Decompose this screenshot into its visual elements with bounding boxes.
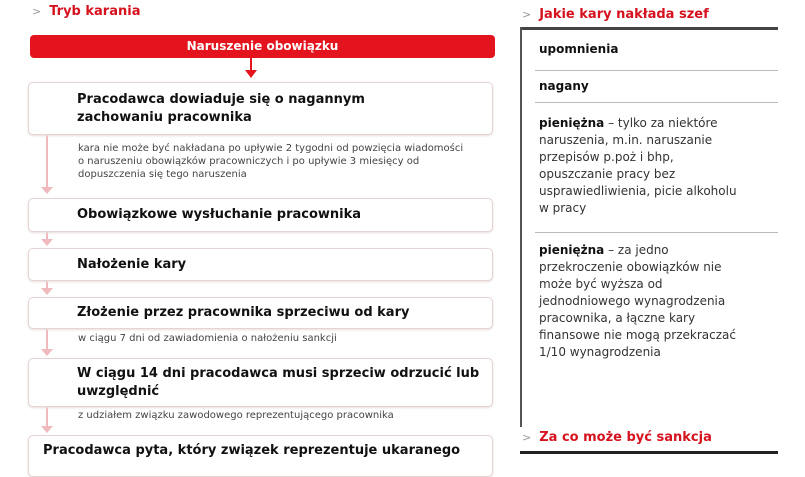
section-title-sankcja <box>522 430 712 445</box>
title-text: Za co może być sankcja <box>539 430 712 445</box>
term: pieniężna <box>539 116 605 130</box>
flow-step <box>28 82 493 135</box>
section-title-kary <box>522 7 709 22</box>
arrow-down-icon <box>41 187 53 194</box>
step-note: kara nie może być nakładana po upływie 2 tygodni od powzięcia wiadomości o naruszeniu obowiązków pracowniczych i po upływie 3 miesięcy od dopuszczenia się tego naruszenia <box>78 143 464 180</box>
arrow-down-icon <box>41 349 53 356</box>
term: nagany <box>539 79 589 93</box>
step-note: w ciągu 7 dni od zawiadomienia o nałożeniu sankcji <box>78 333 337 344</box>
arrow-down-icon <box>41 288 53 295</box>
title-text: Jakie kary nakłada szef <box>539 7 709 22</box>
step-text: Złożenie przez pracownika sprzeciwu od kary <box>77 305 410 320</box>
step-note: z udziałem związku zawodowego reprezentującego pracownika <box>78 410 394 421</box>
arrow-down-icon <box>41 239 53 246</box>
flow-step <box>28 435 493 477</box>
divider <box>535 102 778 103</box>
step-text: Obowiązkowe wysłuchanie pracownika <box>77 207 362 222</box>
chevron-right-icon: > <box>32 5 42 18</box>
divider <box>520 451 778 454</box>
title-text: Tryb karania <box>49 4 141 19</box>
connector <box>46 327 48 350</box>
flow-step <box>28 297 493 329</box>
step-text: Pracodawca dowiaduje się o nagannym zachowaniu pracownika <box>77 92 365 125</box>
step-text: W ciągu 14 dni pracodawca musi sprzeciw odrzucić lub uwzględnić <box>77 366 480 399</box>
desc: – za jedno przekroczenie obowiązków nie może być wyższa od jednodniowego wynagrodzenia pracownika, a łączne kary finansowe nie mogą przekraczać 1/10 wynagrodzenia <box>539 243 736 359</box>
connector <box>46 405 48 427</box>
flow-step <box>28 198 493 232</box>
desc: – tylko za niektóre naruszenia, m.in. naruszanie przepisów p.poż i bhp, opuszczanie pracy bez usprawiedliwienia, picie alkoholu w pracy <box>539 116 737 215</box>
term: upomnienia <box>539 42 619 56</box>
divider <box>520 27 778 30</box>
divider <box>520 27 522 427</box>
chevron-right-icon: > <box>522 8 532 21</box>
flow-step <box>28 248 493 281</box>
step-text: Nałożenie kary <box>77 257 187 272</box>
arrow-down-icon <box>245 70 257 78</box>
divider <box>535 70 778 71</box>
arrow-down-icon <box>41 426 53 433</box>
section-title-tryb-karania <box>32 4 140 19</box>
penalty-item <box>539 115 749 217</box>
penalty-item <box>539 41 774 58</box>
term: pieniężna <box>539 243 605 257</box>
penalty-item <box>539 242 754 361</box>
step-text: Pracodawca pyta, który związek reprezentuje ukaranego <box>43 443 461 458</box>
connector <box>46 133 48 188</box>
flow-step <box>28 358 493 407</box>
divider <box>535 232 778 233</box>
penalty-item <box>539 78 774 95</box>
flow-header: Naruszenie obowiązku <box>30 35 495 58</box>
chevron-right-icon: > <box>522 431 532 444</box>
